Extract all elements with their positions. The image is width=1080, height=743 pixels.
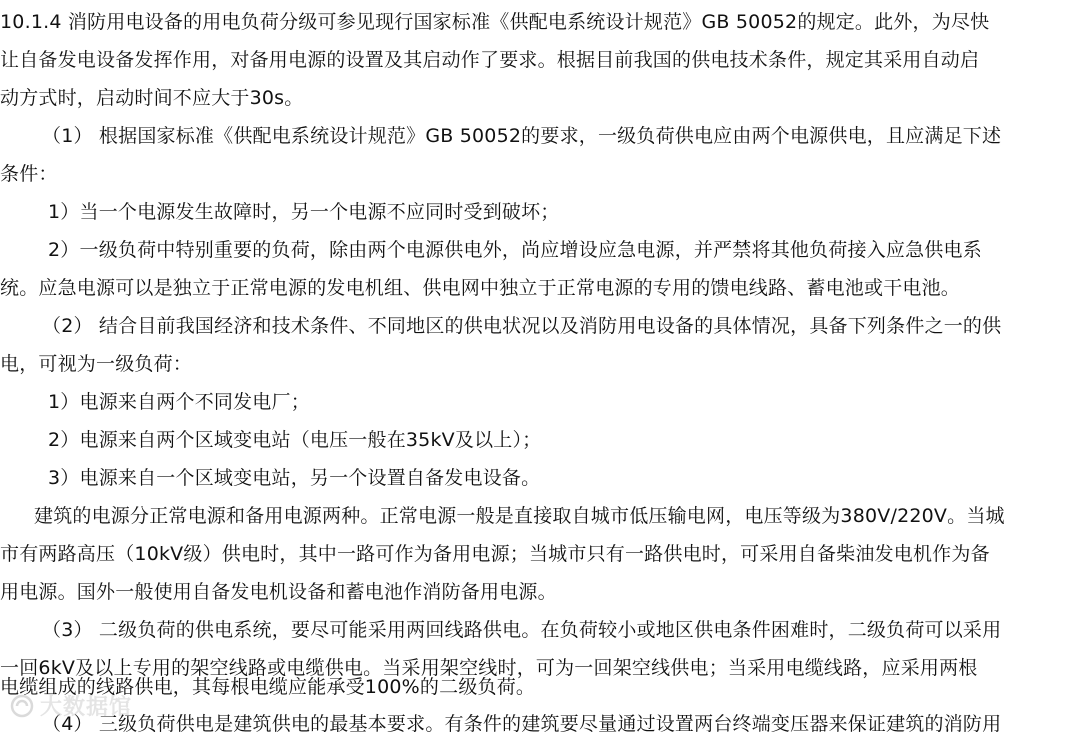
text-line-12: 2）电源来自两个区域变电站（电压一般在35kV及以上）； (48, 429, 542, 451)
text-line-3: 动方式时，启动时间不应大于30s。 (0, 87, 304, 109)
text-line-19: 电缆组成的线路供电，其每根电缆应能承受100%的二级负荷。 (0, 676, 536, 698)
text-line-4: （1） 根据国家标准《供配电系统设计规范》GB 50052的要求，一级负荷供电应由两个电源供电，且应满足下述 (42, 125, 1002, 147)
text-line-6: 1）当一个电源发生故障时，另一个电源不应同时受到破坏； (48, 201, 560, 223)
text-line-13: 3）电源来自一个区域变电站，另一个设置自备发电设备。 (48, 467, 541, 489)
text-line-15: 市有两路高压（10kV级）供电时，其中一路可作为备用电源；当城市只有一路供电时，可采用自备柴油发电机作为备 (0, 543, 990, 565)
text-line-14: 建筑的电源分正常电源和备用电源两种。正常电源一般是直接取自城市低压输电网，电压等级为380V/220V。当城 (34, 505, 1005, 527)
text-line-16: 用电源。国外一般使用自备发电机设备和蓄电池作消防备用电源。 (0, 581, 557, 603)
text-line-17: （3） 二级负荷的供电系统，要尽可能采用两回线路供电。在负荷较小或地区供电条件困难时，二级负荷可以采用 (42, 619, 1002, 641)
text-line-20: （4） 三级负荷供电是建筑供电的最基本要求。有条件的建筑要尽量通过设置两台终端变压器来保证建筑的消防用 (42, 713, 1002, 735)
text-line-18: 一回6kV及以上专用的架空线路或电缆供电。当采用架空线时，可为一回架空线供电；当采用电缆线路，应采用两根 (0, 657, 978, 679)
text-line-5: 条件： (0, 163, 58, 185)
text-line-11: 1）电源来自两个不同发电厂； (48, 391, 310, 413)
text-line-10: 电，可视为一级负荷： (0, 353, 193, 375)
watermark-text: 大数据馆 (40, 695, 133, 720)
text-line-9: （2） 结合目前我国经济和技术条件、不同地区的供电状况以及消防用电设备的具体情况，具备下列条件之一的供 (42, 315, 1002, 337)
text-line-1: 10.1.4 消防用电设备的用电负荷分级可参见现行国家标准《供配电系统设计规范》GB 50052的规定。此外，为尽快 (0, 11, 990, 33)
text-line-8: 统。应急电源可以是独立于正常电源的发电机组、供电网中独立于正常电源的专用的馈电线路、蓄电池或干电池。 (0, 277, 961, 299)
text-line-2: 让自备发电设备发挥作用，对备用电源的设置及其启动作了要求。根据目前我国的供电技术条件，规定其采用自动启 (0, 49, 980, 71)
text-line-7: 2）一级负荷中特别重要的负荷，除由两个电源供电外，尚应增设应急电源，并严禁将其他负荷接入应急供电系 (48, 239, 982, 261)
